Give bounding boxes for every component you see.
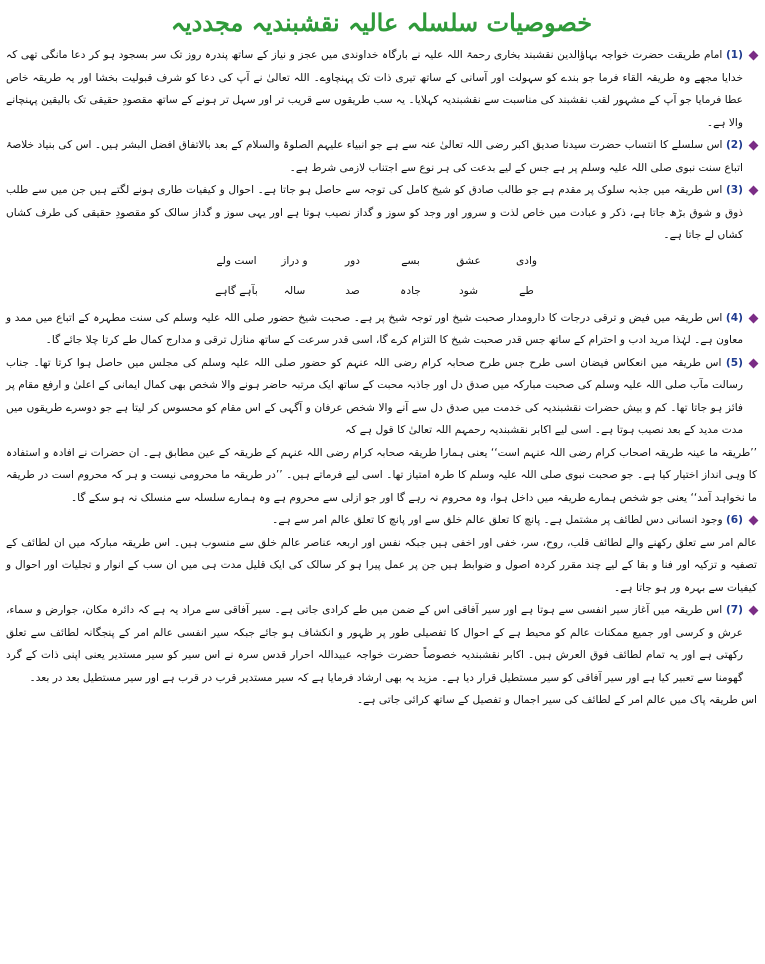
poem-line-2 xyxy=(6,277,757,305)
paragraph-number: (1) xyxy=(725,49,743,61)
poem-word: عشق xyxy=(456,254,481,267)
paragraph-1 xyxy=(6,44,757,134)
page-title: خصوصیات سلسلہ عالیہ نقشبندیہ مجددیہ xyxy=(170,8,593,37)
bullet-icon xyxy=(749,51,759,61)
paragraph-text: اس طریقہ پاک میں عالم امر کے لطائف کی سیر اجمال و تفصیل کے ساتھ کرائی جاتی ہے۔ xyxy=(356,694,757,706)
paragraph-text: امام طریقت حضرت خواجہ بہاؤالدین نقشبند بخاری رحمۃ اللہ علیہ نے بارگاہ خداوندی میں عجز و نیاز کے ساتھ پندرہ روز تک سر بسجود ہو کر دعا مانگی تھی کہ خدایا مجھے وہ طریقہ القاء فرما جو بندے کو سہولت اور آسانی کے ساتھ تیری ذات تک پہنچاوے۔ اللہ تعالیٰ نے آپ کی دعا کو شرف قبولیت بخشا اور یہ طریقہ خاص عطا فرمایا جو آپ کے مشہور لقب نقشبند کی مناسبت سے نقشبندیہ کہلایا۔ یہ سب طریقوں سے قریب تر اور سہل تر ہونے کے ساتھ مقصودِ حقیقی تک بالیقین پہنچانے والا ہے۔ xyxy=(6,49,743,129)
paragraph-5-quote xyxy=(6,442,757,510)
bullet-icon xyxy=(749,606,759,616)
bullet-icon xyxy=(749,141,759,151)
paragraph-number: (5) xyxy=(725,356,743,369)
paragraph-text: اس طریقہ میں فیض و ترقی درجات کا دارومدار صحبت شیخ اور توجہ شیخ پر ہے۔ صحبت شیخ حضور صلی اللہ علیہ وسلم کی سنت مطہرہ کے اتباع میں ممد و معاون ہے۔ لہٰذا مرید ادب و احترام کے ساتھ جس قدر صحبت شیخ کا التزام کرے گا، اسی قدر سرعت کے ساتھ منازل ترقی و مدارج کمال طے کرتا چلا جائے گا۔ xyxy=(6,311,743,346)
poem-word: دور xyxy=(345,254,360,267)
poem-word: صد xyxy=(345,284,360,297)
paragraph-number: (3) xyxy=(725,184,743,196)
paragraph-number: (2) xyxy=(725,139,743,151)
paragraph-7 xyxy=(6,599,757,689)
paragraph-number: (6) xyxy=(725,514,743,526)
paragraph-4 xyxy=(6,307,757,352)
poem-word: طے xyxy=(519,284,534,297)
poem-word: جادہ xyxy=(400,284,421,297)
paragraph-number: (7) xyxy=(725,604,743,616)
paragraph-2 xyxy=(6,134,757,179)
paragraph-6 xyxy=(6,509,757,532)
paragraph-7-continued xyxy=(6,689,757,712)
paragraph-text: ’’طریقہ ما عینہ طریقہ اصحاب کرام رضی اللہ عنہم است‘‘ یعنی ہمارا طریقہ صحابہ کرام رضی اللہ عنہم کے طریقہ کے عین مطابق ہے۔ ان حضرات نے افادہ و استفادہ کا وہی انداز اختیار کیا ہے۔ جو صحبت نبوی صلی اللہ علیہ وسلم کا طرہ امتیاز تھا۔ اسی لیے فرماتے ہیں۔ ’’در طریقہ ما محرومی نیست و ہر کہ محروم است در طریقہ ما نخواہد آمد‘‘ یعنی جو شخص ہمارے طریقہ میں داخل ہوا، وہ محروم نہ رہے گا اور جو ازلی سے محروم ہے وہ ہمارے سلسلہ سے منسلک نہ ہو سکے گا۔ xyxy=(6,446,757,504)
paragraph-5 xyxy=(6,352,757,442)
poem-word: سالہ xyxy=(283,284,306,297)
paragraph-3 xyxy=(6,179,757,247)
paragraph-number: (4) xyxy=(725,311,743,324)
bullet-icon xyxy=(749,186,759,196)
paragraph-text: عالم امر سے تعلق رکھنے والے لطائف قلب، روح، سر، خفی اور اخفی ہیں جبکہ نفس اور اربعہ عناصر عالم خلق سے منسوب ہیں۔ اس طریقہ مبارکہ میں ان لطائف کے تصفیہ و تزکیہ اور فنا و بقا کے لیے چند مقرر کردہ اصول و ضوابط ہیں جن پر عمل پیرا ہو کر سالک کی ایک قلیل مدت ہی میں ان سب کے انوار و تجلیات اور احوال و کیفیات سے بہرہ ور ہو جاتا ہے۔ xyxy=(6,536,757,594)
poem-word: است ولے xyxy=(216,254,257,267)
poem-word: بآہے گاہے xyxy=(215,284,258,297)
poem-word: شود xyxy=(458,284,479,297)
bullet-icon xyxy=(749,358,759,368)
poem-line-1 xyxy=(6,247,757,275)
bullet-icon xyxy=(749,516,759,526)
paragraph-6-continued xyxy=(6,532,757,600)
paragraph-text: اس طریقہ میں جذبہ سلوک پر مقدم ہے جو طالب صادق کو شیخ کامل کی توجہ سے حاصل ہو جاتا ہے۔ احوال و کیفیات طاری ہونے لگتے ہیں جن میں سے طلب ذوق و شوق بڑھ جاتا ہے، ذکر و عبادت میں خاص لذت و سرور اور وجد کو سوز و گداز نصیب ہوتا ہے اور یہی سوز و گداز سالک کو مقصودِ حقیقی کی طرف کشاں کشاں لے جاتا ہے۔ xyxy=(6,184,743,241)
poem-word: و دراز xyxy=(281,254,308,267)
paragraph-text: وجود انسانی دس لطائف پر مشتمل ہے۔ پانچ کا تعلق عالم خلق سے اور پانچ کا تعلق عالم امر سے ہے۔ xyxy=(272,514,723,526)
poem-word: بسے xyxy=(401,254,420,267)
paragraph-text: اس سلسلے کا انتساب حضرت سیدنا صدیق اکبر رضی اللہ تعالیٰ عنہ سے ہے جو انبیاء علیہم الصلوۃ والسلام کے بعد بالاتفاق افضل البشر ہیں۔ اس کی بنیاد خلاصۂ اتباع سنت نبوی صلی اللہ علیہ وسلم پر ہے جس کے لیے بدعت کی ہر نوع سے اجتناب لازمی شرط ہے۔ xyxy=(6,139,743,174)
paragraph-text: اس طریقہ میں انعکاس فیضان اسی طرح جس طرح صحابہ کرام رضی اللہ عنہم کو حضور صلی اللہ علیہ وسلم کی مجلس میں حاصل ہوا کرتا تھا۔ جناب رسالت مآب صلی اللہ علیہ وسلم کی صحبت مبارکہ میں صدق دل اور جاذبہ محبت کے ساتھ ایک مرتبہ حاضر ہونے والا شخص بھی کمال ایمانی کے اعلیٰ و ارفع مقام پر فائز ہو جاتا تھا۔ کم و بیش حضرات نقشبندیہ کی خدمت میں صدق دل سے آنے والا شخص عرفان و آگہی کے اس مقام کو محسوس کر لیتا ہے جو دوسرے طریقوں میں مدت مدید کے بعد نصیب ہوتا ہے۔ اسی لیے اکابر نقشبندیہ رحمہم اللہ تعالیٰ کا قول ہے کہ xyxy=(6,356,743,436)
paragraph-text: اس طریقہ میں آغاز سیر انفسی سے ہوتا ہے اور سیر آفاقی اس کے ضمن میں طے کرادی جاتی ہے۔ سیر آفاقی سے مراد یہ ہے کہ دائرہ مکان، جوارض و سماء، عرش و کرسی اور جمیع ممکنات عالم کو محیط ہے کے احوال کا تفصیلی طور پر ظہور و انکشاف ہو جائے جبکہ سیر انفسی عالم امر کے پنجگانہ لطائف سے تعلق رکھتی ہے اور یہ تمام لطائف فوق العرش ہیں۔ اکابر نقشبندیہ خصوصاً حضرت خواجہ عبیداللہ احرار قدس سرہ نے اس سیر کو سیر مستدیر یعنی اپنی ذات کے گرد گھومنا سے تعبیر کیا ہے اور سیر آفاقی کو سیر مستطیل قرار دیا ہے۔ مزید یہ بھی ارشاد فرمایا ہے کہ سیر مستدیر قرب در قرب ہے اور سیر مستطیل بعد در بعد۔ xyxy=(6,604,743,684)
bullet-icon xyxy=(749,313,759,323)
poem-word: وادی xyxy=(515,254,538,267)
